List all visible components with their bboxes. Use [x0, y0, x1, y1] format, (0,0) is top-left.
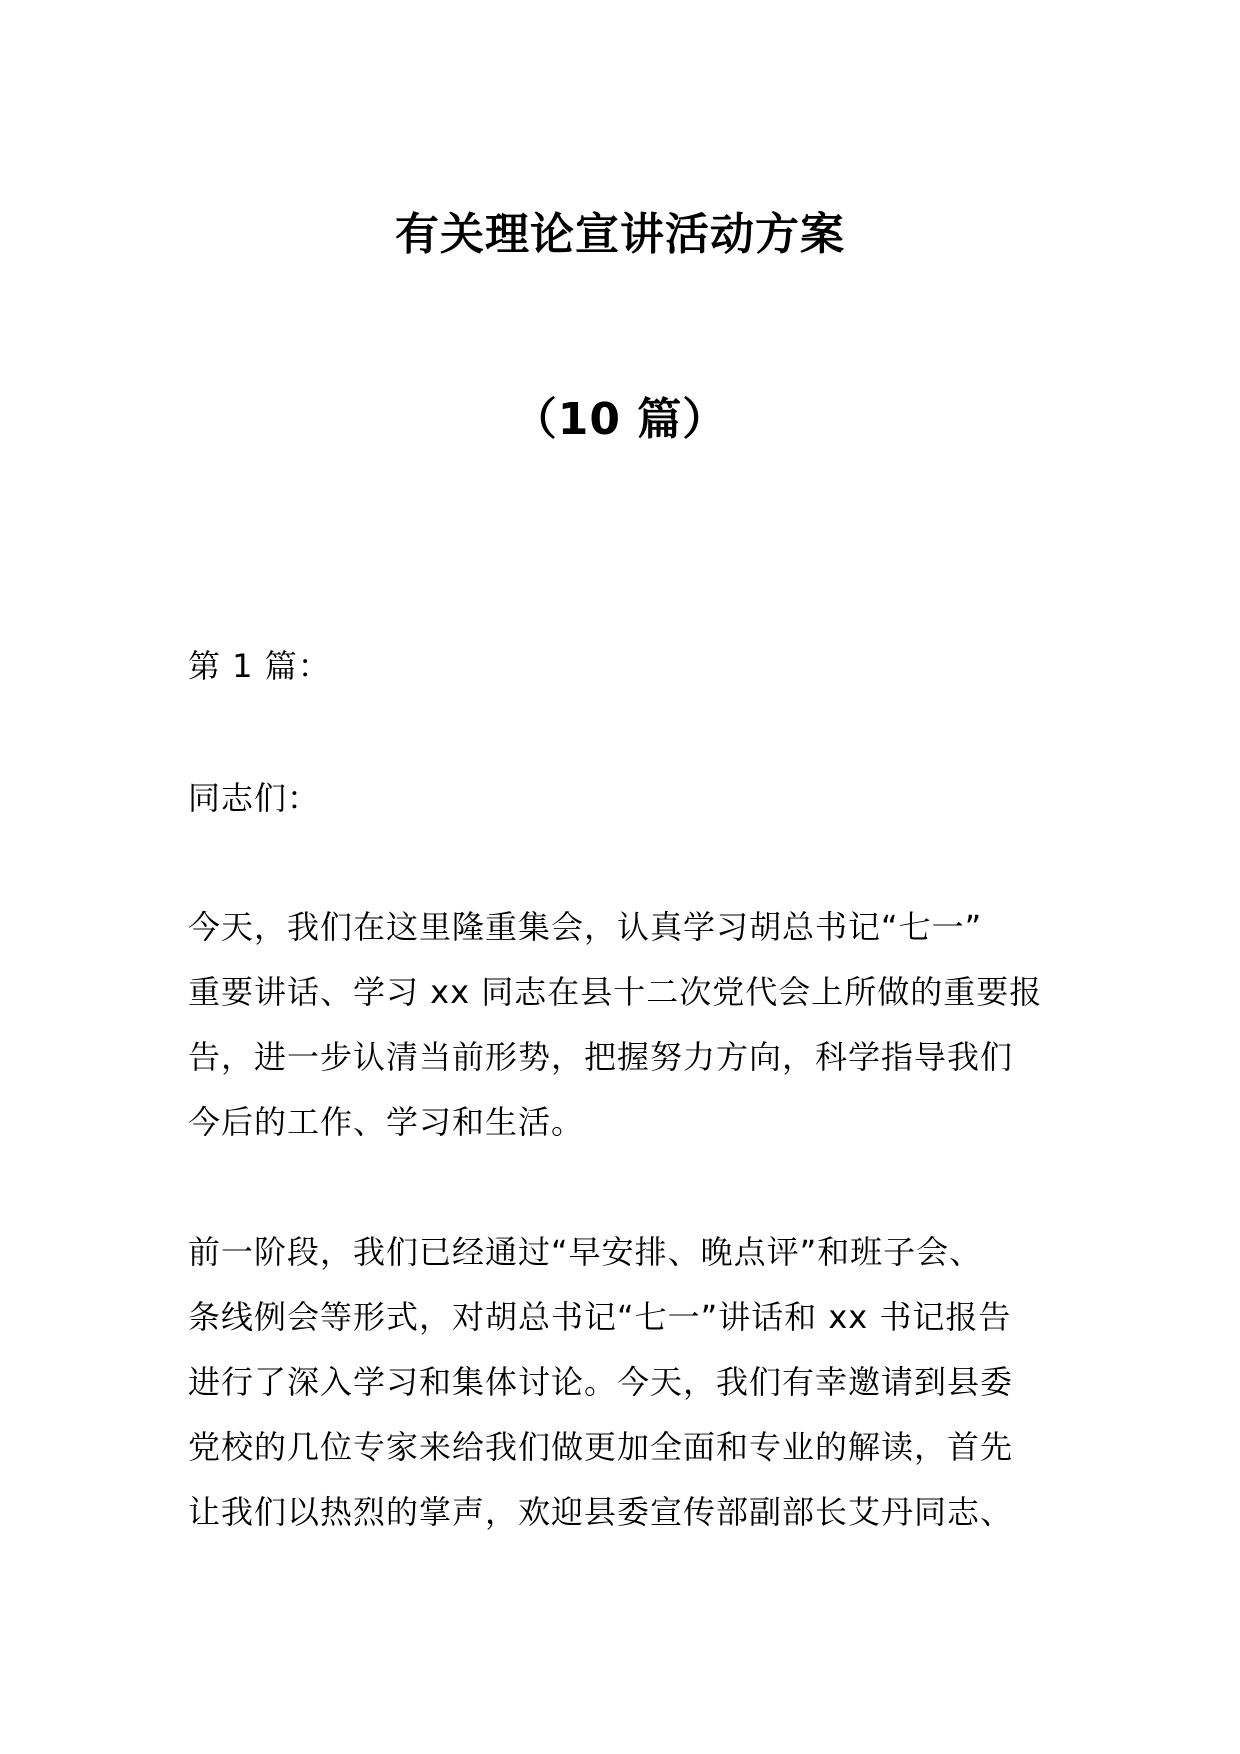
section-heading: 第 1 篇：: [188, 647, 331, 685]
paragraph-1: [188, 895, 1058, 1155]
paragraph-2: [188, 1220, 1058, 1545]
paragraph-2-line: 党校的几位专家来给我们做更加全面和专业的解读，首先: [188, 1428, 1014, 1466]
document-subtitle: （10 篇）: [512, 394, 728, 445]
paragraph-1-line: 告，进一步认清当前形势，把握努力方向，科学指导我们: [188, 1038, 1014, 1076]
paragraph-1-line: 今后的工作、学习和生活。: [188, 1103, 585, 1141]
document-title: 有关理论宣讲活动方案: [395, 209, 845, 260]
paragraph-2-line: 进行了深入学习和集体讨论。今天，我们有幸邀请到县委: [188, 1363, 1014, 1401]
paragraph-1-line: 重要讲话、学习 xx 同志在县十二次党代会上所做的重要报: [188, 973, 1043, 1011]
paragraph-2-line: 前一阶段，我们已经通过“早安排、晚点评”和班子会、: [188, 1233, 983, 1271]
paragraph-2-line: 让我们以热烈的掌声，欢迎县委宣传部副部长艾丹同志、: [188, 1493, 1014, 1531]
greeting: 同志们：: [188, 779, 321, 817]
paragraph-2-line: 条线例会等形式，对胡总书记“七一”讲话和 xx 书记报告: [188, 1298, 1012, 1336]
paragraph-1-line: 今天，我们在这里隆重集会，认真学习胡总书记“七一”: [188, 908, 983, 946]
